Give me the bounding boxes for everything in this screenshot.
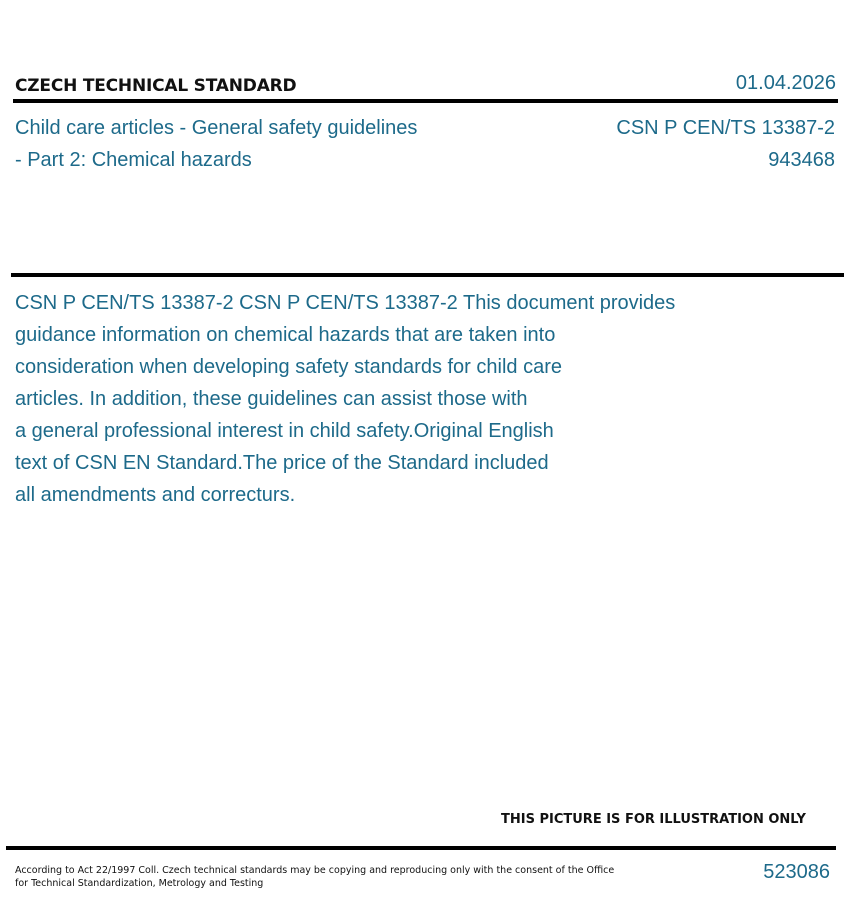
section-divider [11, 273, 844, 277]
description-line: guidance information on chemical hazards that are taken into [15, 324, 556, 346]
standard-number: CSN P CEN/TS 13387-2 [616, 117, 835, 139]
description-line: text of CSN EN Standard.The price of the Standard included [15, 452, 549, 474]
document-type-label: CZECH TECHNICAL STANDARD [15, 76, 297, 96]
description-line: articles. In addition, these guidelines can assist those with [15, 388, 528, 410]
document-title-line-2: - Part 2: Chemical hazards [15, 149, 252, 171]
description-line: all amendments and correcturs. [15, 484, 296, 506]
publication-date: 01.04.2026 [735, 72, 836, 94]
description-line: a general professional interest in child safety.Original English [15, 420, 554, 442]
document-title-line-1: Child care articles - General safety guidelines [15, 117, 418, 139]
illustration-disclaimer: THIS PICTURE IS FOR ILLUSTRATION ONLY [501, 812, 806, 827]
header-divider [13, 99, 838, 103]
description-line: consideration when developing safety standards for child care [15, 356, 562, 378]
footer-divider [6, 846, 836, 850]
catalog-number: 943468 [768, 149, 835, 171]
description-line: CSN P CEN/TS 13387-2 CSN P CEN/TS 13387-2 This document provides [15, 292, 676, 314]
footer-number: 523086 [763, 861, 830, 883]
legal-notice-line-1: According to Act 22/1997 Coll. Czech technical standards may be copying and reproducing only with the consent of the Office [15, 865, 615, 876]
legal-notice-line-2: for Technical Standardization, Metrology and Testing [15, 878, 264, 889]
